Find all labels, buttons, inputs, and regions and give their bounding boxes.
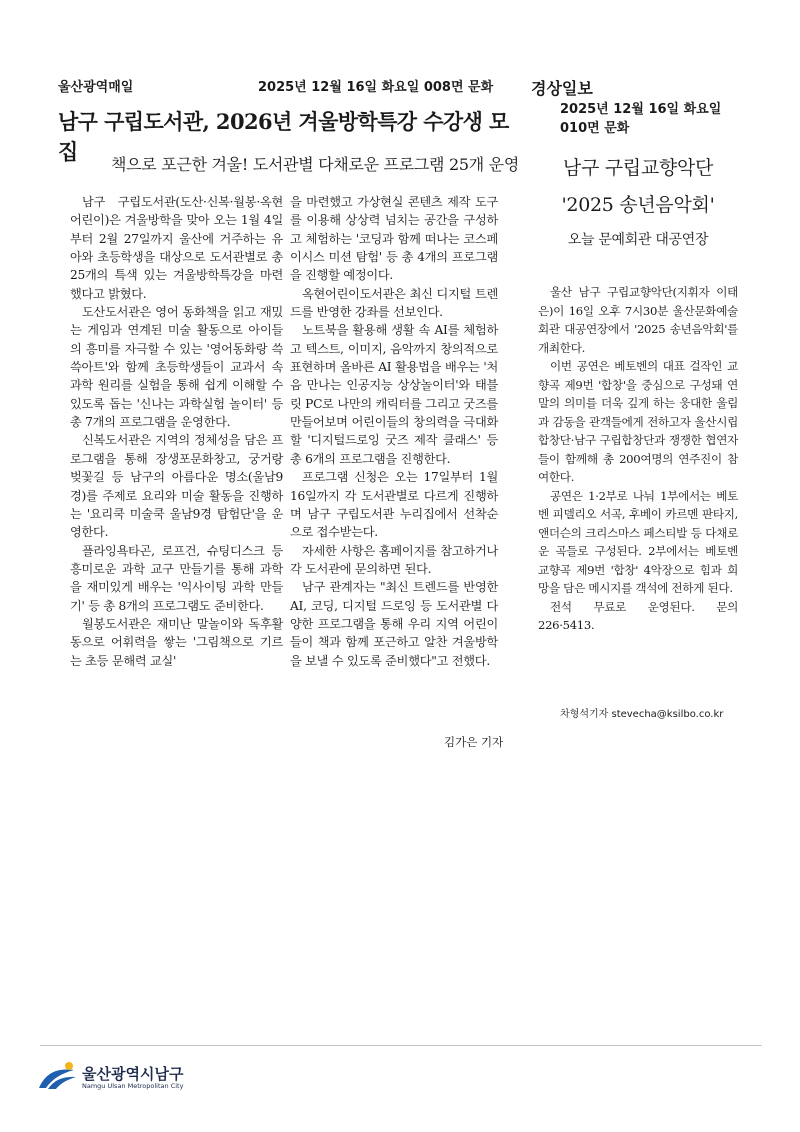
footer-org-name: 울산광역시남구 <box>82 1065 184 1083</box>
right-dateline: 2025년 12월 16일 화요일 010면 문화 <box>560 102 722 136</box>
right-headline-line-2: '2025 송년음악회' <box>561 194 715 216</box>
body-paragraph: 도산도서관은 영어 동화책을 읽고 재밌는 게임과 연계된 미술 활동으로 아이들의 흥미를 자극할 수 있는 '영어동화랑 쓱쓱아트'와 함께 초등학생들이 교과서 속 과학 원리를 실험을 통해 쉽게 이해할 수 있도록 돕는 '신나는 과학실험 놀이터' 등 총 7개의 프로그램을 운영한다. <box>70 305 283 430</box>
left-article-column-1 <box>70 193 283 670</box>
right-headline-line-1: 남구 구립교향악단 <box>562 157 714 179</box>
body-paragraph: 을 마련했고 가상현실 콘텐츠 제작 도구를 이용해 상상력 넘치는 공간을 구성하고 체험하는 '코딩과 함께 떠나는 코스페이시스 미션 탐험' 등 총 4개의 프로그램을 진행할 예정이다. <box>290 195 498 283</box>
left-headline: 남구 구립도서관, 2026년 겨울방학특강 수강생 모집 <box>58 109 509 164</box>
left-subheadline: 책으로 포근한 겨울! 도서관별 다채로운 프로그램 25개 운영 <box>111 155 519 174</box>
body-paragraph: 월봉도서관은 재미난 말놀이와 독후활동으로 어휘력을 쌓는 '그림책으로 기르는 초등 문해력 교실' <box>70 616 283 668</box>
body-paragraph: 옥현어린이도서관은 최신 디지털 트렌드를 반영한 강좌를 선보인다. <box>290 286 498 320</box>
right-subheadline: 오늘 문예회관 대공연장 <box>567 232 709 248</box>
body-paragraph: 플라잉욕타곤, 로프건, 슈팅디스크 등 흥미로운 과학 교구 만들기를 통해 과학을 재미있게 배우는 '익사이팅 과학 만들기' 등 총 8개의 프로그램도 준비한다. <box>70 543 283 613</box>
left-byline: 김가은 기자 <box>444 735 504 749</box>
namgu-logo-icon <box>36 1060 78 1092</box>
right-byline: 차형석기자 stevecha@ksilbo.co.kr <box>560 709 724 720</box>
body-paragraph: 전석 무료로 운영된다. 문의 226·5413. <box>538 599 738 632</box>
left-dateline: 2025년 12월 16일 화요일 008면 문화 <box>258 80 494 95</box>
body-paragraph: 자세한 사항은 홈페이지를 참고하거나 각 도서관에 문의하면 된다. <box>290 543 498 576</box>
body-paragraph: 공연은 1·2부로 나눠 1부에서는 베토벤 피델리오 서곡, 후베이 카르멘 판타지, 앤더슨의 크리스마스 페스티발 등 다채로운 곡들로 구성된다. 2부에서는 베토벤 교향곡 제9번 '합창' 4악장으로 힘과 희망을 담은 메시지를 객석에 전하게 된다. <box>538 488 738 595</box>
body-paragraph: 노트북을 활용해 생활 속 AI를 체험하고 텍스트, 이미지, 음악까지 창의적으로 표현하며 올바른 AI 활용법을 배우는 '처음 만나는 인공지능 상상놀이터'와 태블릿 PC로 나만의 캐릭터를 그리고 굿즈를 만들어보며 어린이들의 창의력을 극대화할 '디지털드로잉 굿즈 제작 클래스' 등 총 6개의 프로그램을 진행한다. <box>290 323 498 466</box>
body-paragraph: 신복도서관은 지역의 정체성을 담은 프로그램을 통해 장생포문화창고, 궁거랑 벚꽃길 등 남구의 아름다운 명소(울남9경)를 주제로 요리와 미술 활동을 진행하는 '요리쿡 미술쿡 울남9경 탐험단'을 운영한다. <box>70 433 283 540</box>
body-paragraph: 이번 공연은 베토벤의 대표 걸작인 교향곡 제9번 '합창'을 중심으로 구성돼 연말의 의미를 더욱 깊게 하는 웅대한 울림과 감동을 관객들에게 전하고자 울산시립합창단·남구 구립합창단과 쟁쟁한 협연자들이 함께해 총 200여명의 연주진이 참여한다. <box>538 359 738 484</box>
body-paragraph: 남구 구립도서관(도산·신복·월봉·옥현어린이)은 겨울방학을 맞아 오는 1월 4일부터 2월 27일까지 울산에 거주하는 유아와 초등학생을 대상으로 도서관별로 총 25개의 특색 있는 겨울방학특강을 마련했다고 밝혔다. <box>70 195 283 301</box>
body-paragraph: 프로그램 신청은 오는 17일부터 1월 16일까지 각 도서관별로 다르게 진행하며 남구 구립도서관 누리집에서 선착순으로 접수받는다. <box>290 470 498 540</box>
right-article-body <box>538 283 738 635</box>
right-source: 경상일보 <box>531 79 593 98</box>
footer-divider <box>40 1045 762 1046</box>
left-article-column-2 <box>290 193 498 670</box>
footer-org-name-en: Namgu Ulsan Metropolitan City <box>82 1082 184 1090</box>
right-headline <box>538 150 738 224</box>
body-paragraph: 울산 남구 구립교향악단(지휘자 이태은)이 16일 오후 7시30분 울산문화예술회관 대공연장에서 '2025 송년음악회'를 개최한다. <box>538 285 738 355</box>
body-paragraph: 남구 관계자는 "최신 트렌드를 반영한 AI, 코딩, 디지털 드로잉 등 도서관별 다양한 프로그램을 통해 우리 지역 어린이들이 책과 함께 포근하고 알찬 겨울방학을 보낼 수 있도록 준비했다"고 전했다. <box>290 580 498 668</box>
left-source: 울산광역매일 <box>58 80 134 95</box>
